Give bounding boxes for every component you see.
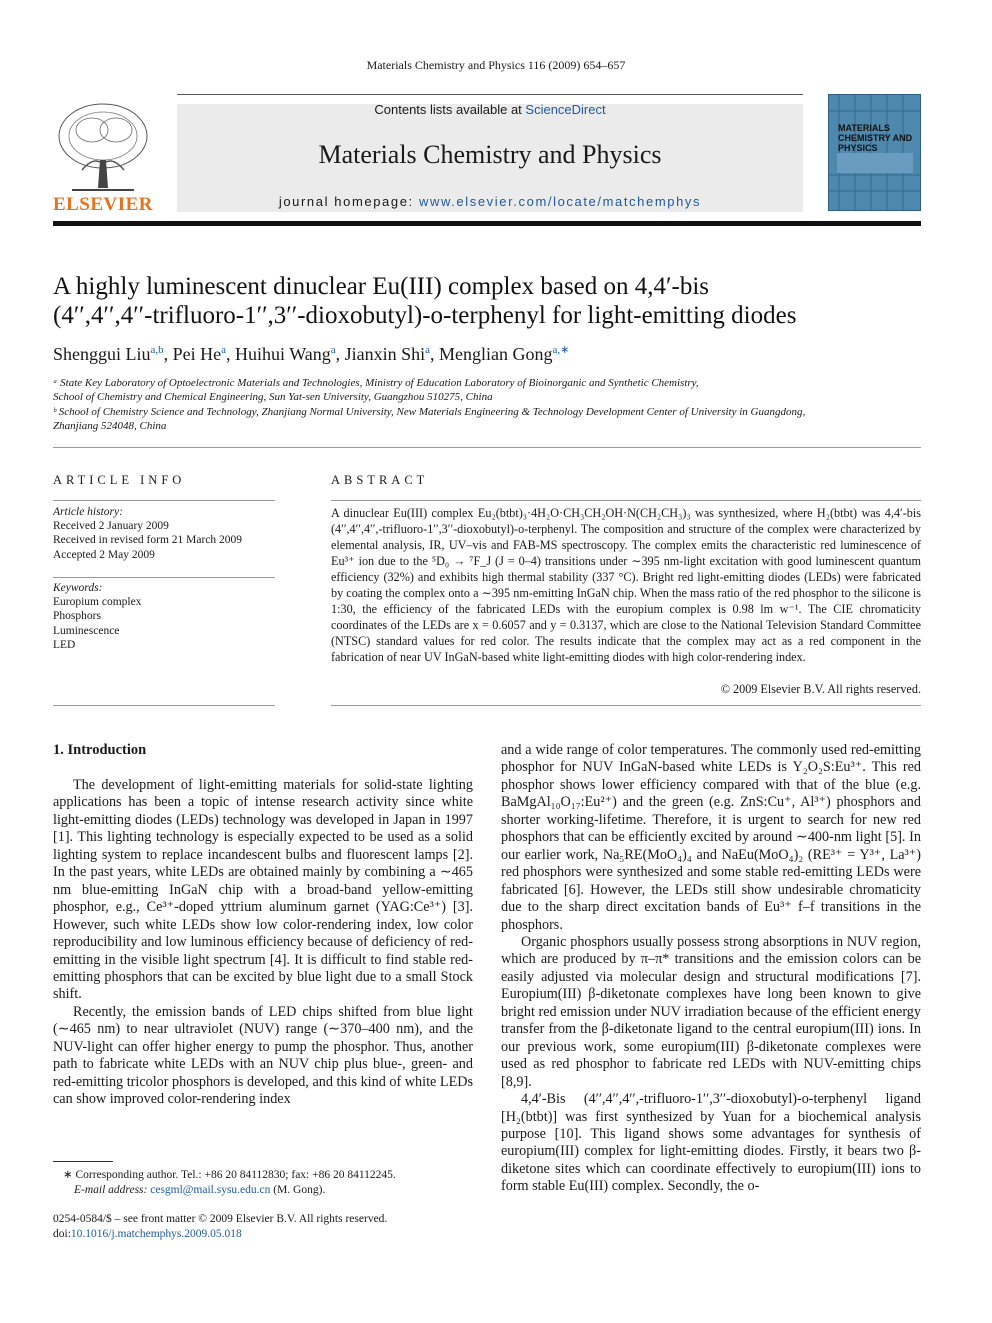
divider <box>53 500 275 501</box>
divider <box>53 705 275 706</box>
article-history: Article history: Received 2 January 2009 Received in revised form 21 March 2009 Accepted 2 May 2009 <box>53 506 243 561</box>
journal-homepage: journal homepage: www.elsevier.com/locate/matchemphys <box>278 194 702 209</box>
contents-line: Contents lists available at ScienceDirect <box>374 102 606 117</box>
journal-cover-image <box>828 94 921 211</box>
author-list: Shenggui Liu$^{a,b}$, Pei He$^a$, Huihui Wang$^a$, Jianxin Shi$^a$, Menglian Gong$^{a,∗}$ <box>53 344 570 364</box>
author[interactable]: Menglian Gong$^{a,∗}$ <box>439 344 570 364</box>
paragraph: The development of light-emitting materials for solid-state lighting applications has been a topic of intense research activity since white light-emitting diodes (LEDs) technology was developed in Japan in 1997 [1]. This lighting technology is especially expected to be used as a solid lighting system to replace incandescent bulbs and fluorescent lamps [2]. In the past years, white LEDs are obtained mainly by combining a ∼465 nm blue-emitting InGaN chip with a broad-band yellow-emitting phosphor, e.g., Ce³⁺-doped yttrium aluminum garnet (YAG:Ce³⁺) [3]. However, such white LEDs show low color-rendering index, low color reproducibility and low luminous efficiency because of deficiency of red-emitting in the visible light spectrum [4]. It is difficult to find stable red-emitting phosphors that can be excited by blue light due to a small Stock shift. <box>53 777 473 1003</box>
author[interactable]: Huihui Wang$^a$ <box>235 344 336 364</box>
sciencedirect-link[interactable]: ScienceDirect <box>525 102 606 117</box>
left-column <box>53 777 473 1109</box>
keywords: Keywords: Europium complex Phosphors Luminescence LED <box>53 582 142 651</box>
cover-title: MATERIALS CHEMISTRY AND PHYSICS <box>838 123 913 153</box>
author[interactable]: Shenggui Liu$^{a,b}$ <box>53 344 164 364</box>
corresponding-author-note: ∗ Corresponding author. Tel.: +86 20 84112830; fax: +86 20 84112245. E-mail address: cesgml@mail.sysu.edu.cn (M. Gong). <box>63 1169 396 1196</box>
homepage-link[interactable]: www.elsevier.com/locate/matchemphys <box>418 194 702 209</box>
front-matter: 0254-0584/$ – see front matter © 2009 Elsevier B.V. All rights reserved. doi:10.1016/j.matchemphys.2009.05.018 <box>53 1213 388 1240</box>
affiliations: ᵃ State Key Laboratory of Optoelectronic Materials and Technologies, Ministry of Education Laboratory of Bioinorganic and Synthetic Chemistry, School of Chemistry and Chemical Engineering, Sun Yat-sen University, Guangzhou 510275, China ᵇ School of Chemistry Science and Technology, Zhanjiang Normal University, New Materials Engineering & Technology Development Center of University in Guangdong, Zhanjiang 524048, China <box>53 377 806 433</box>
divider <box>331 500 921 501</box>
header-thick-rule <box>53 221 921 226</box>
article-info-heading: ARTICLE INFO <box>53 473 186 487</box>
journal-citation: Materials Chemistry and Physics 116 (2009) 654–657 <box>366 58 626 72</box>
footnote-rule <box>53 1161 113 1162</box>
divider <box>53 577 275 578</box>
abstract-copyright: © 2009 Elsevier B.V. All rights reserved. <box>720 682 921 696</box>
banner-top-rule <box>177 94 803 95</box>
elsevier-wordmark: ELSEVIER <box>52 194 154 215</box>
doi-link[interactable]: 10.1016/j.matchemphys.2009.05.018 <box>70 1227 242 1240</box>
journal-name: Materials Chemistry and Physics <box>318 140 662 169</box>
divider <box>331 705 921 706</box>
author[interactable]: Pei He$^a$ <box>172 344 227 364</box>
paragraph: Recently, the emission bands of LED chips shifted from blue light (∼465 nm) to near ultraviolet (NUV) range (∼370–400 nm), and the NUV-light can offer higher energy to pump the phosphor. Thus, another path to fabricate white LEDs with an NUV chip plus blue-, green- and red-emitting tricolor phosphors is developed, and this kind of white LEDs can show improved color-rendering index <box>53 1003 473 1108</box>
section-heading: 1. Introduction <box>53 742 147 758</box>
email-link[interactable]: cesgml@mail.sysu.edu.cn <box>150 1183 271 1196</box>
divider <box>53 447 921 448</box>
abstract-heading: ABSTRACT <box>331 473 429 487</box>
paragraph: Organic phosphors usually possess strong absorptions in NUV region, which are produced by π–π* transitions and the emission colors can be easily adjusted via molecular design and structural modifications [7]. Europium(III) β-diketonate complexes have long been known to give bright red emission under NUV irradiation because of the efficient energy transfer from the β-diketonate ligand to the central europium(III) ions. In our previous work, some europium(III) β-diketonate complexes were used as red phosphor to fabricate red LEDs with NUV-emitting chips [8,9]. <box>501 933 921 1090</box>
right-column <box>501 742 921 1196</box>
article-title: A highly luminescent dinuclear Eu(III) complex based on 4,4′-bis (4′′,4′′,4′′-trifluoro-1′′,3′′-dioxobutyl)-o-terphenyl for light-emitting diodes <box>53 273 797 329</box>
paragraph: 4,4′-Bis (4′′,4′′,4′′,-trifluoro-1′′,3′′-dioxobutyl)-o-terphenyl ligand [H₂(btbt)] was first synthesized by Yuan for a biochemical analysis purpose [10]. This ligand shows some advantages for synthesis of europium(III) complex for light-emitting diodes. Firstly, it bears two β-diketone sites which can coordinate effectively to europium(III) ions to form stable Eu(III) complex. Secondly, the o- <box>501 1091 921 1195</box>
author[interactable]: Jianxin Shi$^a$ <box>344 344 431 364</box>
abstract-text: A dinuclear Eu(III) complex Eu₂(btbt)₃·4H₂O·CH₃CH₂OH·N(CH₂CH₃)₃ was synthesized, where H₂(btbt) was 4,4′-bis (4′′,4′′,4′′,-trifluoro-1′′,3′′-dioxobutyl)-o-terphenyl. The composition and structure of the complex were characterized by elemental analysis, IR, UV–vis and FAB-MS spectroscopy. The complex emits the characteristic red luminescence of Eu³⁺ ion due to the ⁵D₀ → ⁷F_J (J = 0–4) transitions under ∼395 nm-light excitation with good luminescent quantum efficiency (32%) and exhibits high thermal stability (337 °C). Bright red light-emitting diodes (LEDs) were fabricated by coating the complex onto a ∼395 nm-emitting InGaN chip. When the mass ratio of the red phosphor to the silicone is 1:30, the efficiency of the fabricated LEDs with the europium complex is 0.98 lm w⁻¹. The CIE chromaticity coordinates of the LEDs are x = 0.6057 and y = 0.3137, which are close to the National Television Standard Committee (NTSC) standard values for red color. The results indicate that the complex may act as a red component in the fabrication of near UV InGaN-based white light-emitting diodes with high color-rendering index. <box>331 506 921 664</box>
paragraph: and a wide range of color temperatures. The commonly used red-emitting phosphor for NUV InGaN-based white LEDs is Y₂O₂S:Eu³⁺. This red phosphor shows lower efficiency compared with that of the blue (e.g. BaMgAl₁₀O₁₇:Eu²⁺) and the green (e.g. ZnS:Cu⁺, Al³⁺) phosphors and shorter working-lifetime. Therefore, it is urgent to search for new red phosphors that can be efficiently excited by around ∼400-nm light [5]. In our earlier work, Na₅RE(MoO₄)₄ and NaEu(MoO₄)₂ (RE³⁺ = Y³⁺, La³⁺) red phosphors were synthesized and some stable red-emitting LEDs were fabricated [6]. However, the LEDs still show undesirable chromaticity due to the sharp direct excitation bands of Eu³⁺ f–f transitions in the phosphors. <box>501 742 921 933</box>
